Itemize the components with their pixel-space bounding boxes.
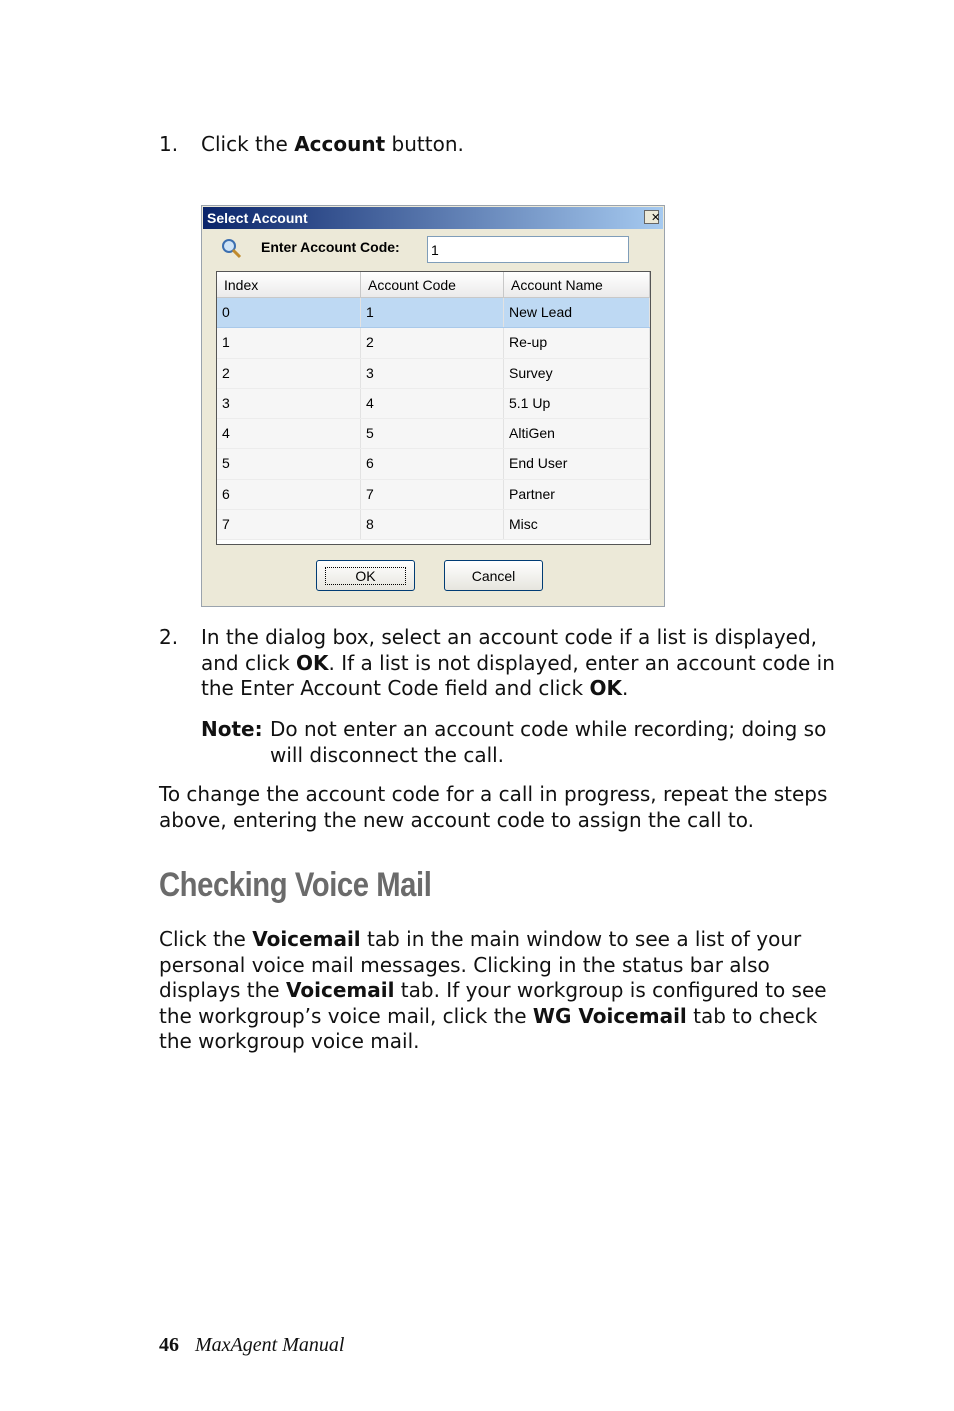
column-header-account-name[interactable]: Account Name: [504, 272, 650, 297]
section-title: Checking Voice Mail: [159, 866, 432, 904]
voicemail-paragraph: Click the Voicemail tab in the main window to see a list of your personal voice mail messages. Clicking in the status bar also displays the Voicemail tab. If your workgroup is configured to see the workgroup’s voice mail, click the WG Voicemail tab to check the workgroup voice mail.: [159, 927, 827, 1053]
change-account-paragraph: To change the account code for a call in progress, repeat the steps above, entering the new account code to assign the call to.: [159, 782, 828, 832]
step-1-text: Click the Account button.: [201, 132, 464, 156]
cancel-button[interactable]: Cancel: [444, 560, 543, 591]
table-row[interactable]: 0 1 New Lead: [217, 298, 650, 328]
table-row[interactable]: 7 8 Misc: [217, 510, 650, 540]
note-text: Do not enter an account code while recording; doing so will disconnect the call.: [270, 717, 827, 767]
manual-title: MaxAgent Manual: [195, 1334, 345, 1356]
table-header: [217, 272, 650, 298]
account-code-label: Enter Account Code:: [261, 239, 400, 255]
step-2-number: 2.: [159, 625, 179, 649]
table-row[interactable]: 3 4 5.1 Up: [217, 389, 650, 419]
column-header-account-code[interactable]: Account Code: [361, 272, 504, 297]
note-label: Note:: [201, 717, 263, 741]
column-header-index[interactable]: Index: [217, 272, 361, 297]
account-code-input[interactable]: [427, 236, 629, 263]
table-row[interactable]: 5 6 End User: [217, 449, 650, 479]
account-table: [216, 271, 651, 545]
dialog-titlebar: [203, 207, 663, 229]
page-number: 46: [159, 1334, 179, 1356]
table-row[interactable]: 6 7 Partner: [217, 480, 650, 510]
step-2-text: In the dialog box, select an account code if a list is displayed, and click OK. If a list is not displayed, enter an account code in the Enter Account Code field and click OK.: [201, 625, 835, 700]
account-button-reference: Account: [294, 132, 386, 156]
select-account-dialog: [201, 205, 665, 607]
table-row[interactable]: 1 2 Re-up: [217, 328, 650, 358]
dialog-title: Select Account: [207, 210, 308, 226]
ok-button-label: OK: [325, 567, 405, 585]
table-row[interactable]: 4 5 AltiGen: [217, 419, 650, 449]
page-footer: [159, 1334, 344, 1357]
close-icon[interactable]: ✕: [644, 210, 659, 224]
table-row[interactable]: 2 3 Survey: [217, 359, 650, 389]
ok-button[interactable]: [316, 560, 415, 591]
step-1-number: 1.: [159, 132, 179, 156]
magnifier-icon: [220, 237, 242, 259]
